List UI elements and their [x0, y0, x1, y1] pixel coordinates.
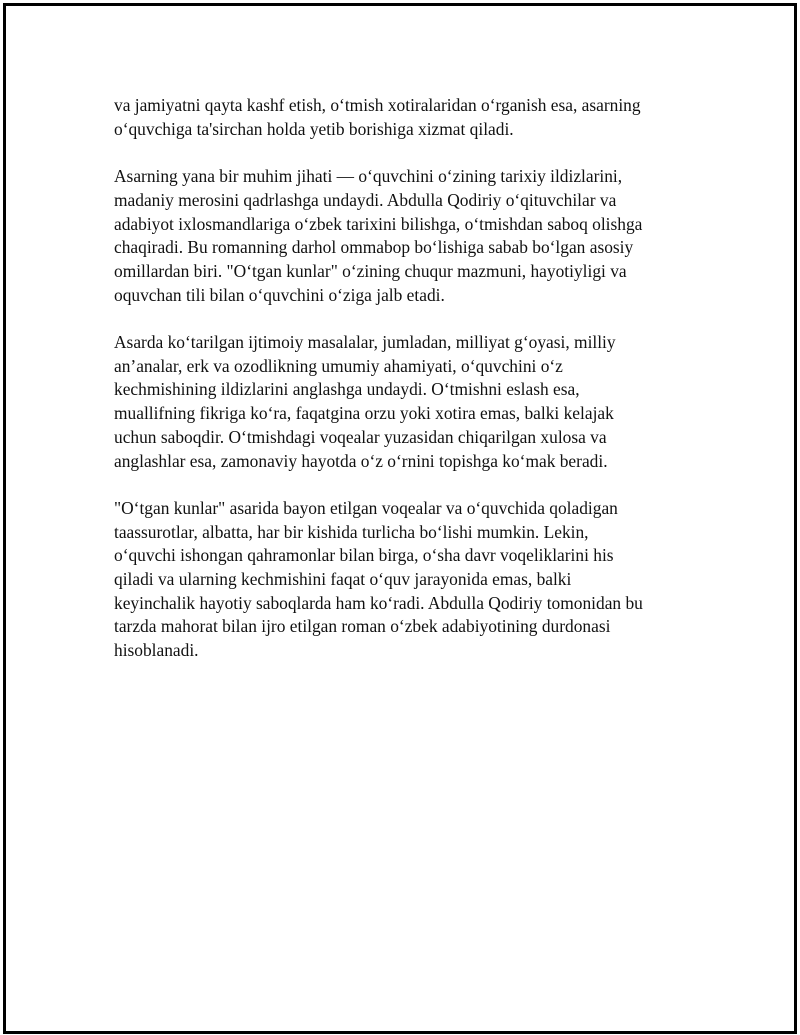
paragraph-4: "O‘tgan kunlar" asarida bayon etilgan voqealar va o‘quvchida qoladigan taassurotlar, albatta, har bir kishida turlicha bo‘lishi mumkin. Lekin, o‘quvchi ishongan qahramonlar bilan birga, o‘sha davr voqeliklarini his qiladi va ularning kechmishini faqat o‘quv jarayonida emas, balki keyinchalik hayotiy saboqlarda ham ko‘radi. Abdulla Qodiriy tomonidan bu tarzda mahorat bilan ijro etilgan roman o‘zbek adabiyotining durdonasi hisoblanadi.: [114, 497, 643, 661]
document-body: [114, 94, 694, 687]
paragraph-2: Asarning yana bir muhim jihati — o‘quvchini o‘zining tarixiy ildizlarini, madaniy merosini qadrlashga undaydi. Abdulla Qodiriy o‘qituvchilar va adabiyot ixlosmandlariga o‘zbek tarixini bilishga, o‘tmishdan saboq olishga chaqiradi. Bu romanning darhol ommabop bo‘lishiga sabab bo‘lgan asosiy omillardan biri. "O‘tgan kunlar" o‘zining chuqur mazmuni, hayotiyligi va oquvchan tili bilan o‘quvchini o‘ziga jalb etadi.: [114, 166, 643, 305]
paragraph-1: va jamiyatni qayta kashf etish, o‘tmish xotiralaridan o‘rganish esa, asarning o‘quvchiga ta'sirchan holda yetib borishiga xizmat qiladi.: [114, 95, 641, 139]
paragraph-3: Asarda ko‘tarilgan ijtimoiy masalalar, jumladan, milliyat g‘oyasi, milliy an’analar, erk va ozodlikning umumiy ahamiyati, o‘quvchini o‘z kechmishining ildizlarini anglashga undaydi. O‘tmishni eslash esa, muallifning fikriga ko‘ra, faqatgina orzu yoki xotira emas, balki kelajak uchun saboqdir. O‘tmishdagi voqealar yuzasidan chiqarilgan xulosa va anglashlar esa, zamonaviy hayotda o‘z o‘rnini topishga ko‘mak beradi.: [114, 332, 616, 471]
